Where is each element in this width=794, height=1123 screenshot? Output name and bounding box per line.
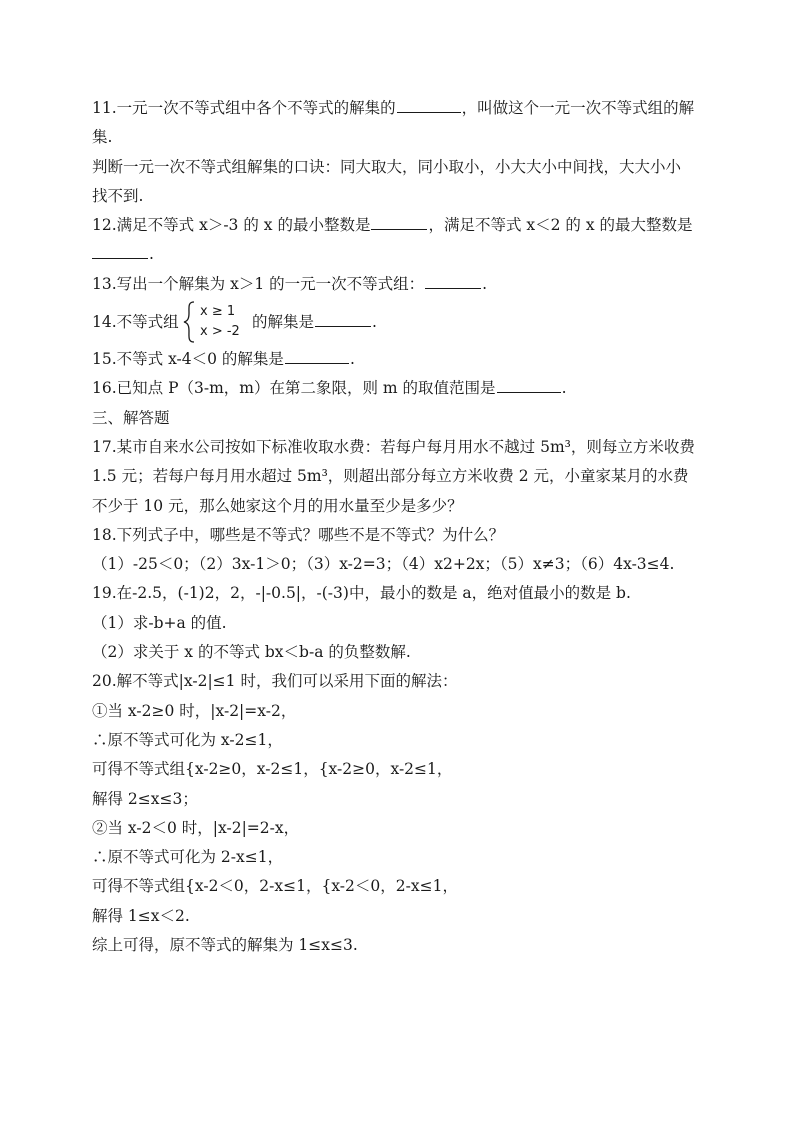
- question-14-text-cont: [252, 299, 377, 345]
- rule-line-1: 判断一元一次不等式组解集的口诀：同大取大，同小取小，小大大小中间找，大大小小: [92, 157, 682, 176]
- question-20-line-8: 可得不等式组{x-2＜0，2-x≤1，{x-2＜0，2-x≤1，: [92, 877, 458, 896]
- question-15-text-end: .: [349, 350, 355, 369]
- question-11-line-2: [92, 123, 702, 152]
- section-heading: 三、解答题: [92, 408, 170, 427]
- system-row-2: x > -2: [200, 324, 240, 340]
- question-12-text-end: .: [149, 245, 154, 264]
- question-11-text-cont: ，叫做这个一元一次不等式组的解: [461, 99, 695, 117]
- question-19-line-2: （1）求-b+a 的值.: [92, 613, 227, 632]
- question-19-line-1: 19.在-2.5，(-1)2，2，-|-0.5|，-(-3)中，最小的数是 a，绝对值最小的数是 b.: [92, 584, 631, 603]
- question-20-line-7: ∴原不等式可化为 2-x≤1，: [92, 848, 284, 867]
- question-19-line-3: （2）求关于 x 的不等式 bx＜b-a 的负整数解.: [92, 643, 411, 662]
- question-16-text: 16.已知点 P（3-m，m）在第二象限，则 m 的取值范围是: [92, 379, 496, 398]
- inequality-system: [200, 302, 240, 342]
- answer-blank[interactable]: [371, 214, 427, 230]
- question-14-text-post: 的解集是: [252, 313, 315, 332]
- question-13-text-end: .: [482, 274, 488, 293]
- question-14-text: 14.不等式组: [92, 313, 179, 332]
- question-16-text-end: .: [561, 379, 567, 398]
- question-12-text-cont: ，满足不等式 x＜2 的 x 的最大整数是: [428, 216, 693, 235]
- question-20-line-1: 20.解不等式|x-2|≤1 时，我们可以采用下面的解法：: [92, 672, 458, 691]
- question-20-line-4: 可得不等式组{x-2≥0，x-2≤1，{x-2≥0，x-2≤1，: [92, 760, 453, 779]
- rule-line-2: 找不到.: [92, 186, 144, 205]
- answer-blank[interactable]: [285, 348, 349, 364]
- question-13-line: [92, 270, 702, 299]
- question-16-line: [92, 374, 702, 403]
- question-12-text: 12.满足不等式 x＞-3 的 x 的最小整数是: [92, 216, 371, 235]
- left-brace-icon: [182, 301, 196, 343]
- question-17-line-2: 1.5 元；若每户每月用水超过 5m³，则超出部分每立方米收费 2 元，小童家某月的水费: [92, 467, 689, 486]
- answer-blank[interactable]: [92, 243, 148, 259]
- question-14-line: [92, 299, 702, 345]
- question-20-line-6: ②当 x-2＜0 时，|x-2|=2-x，: [92, 818, 300, 837]
- question-12-line-1: [92, 211, 702, 240]
- answer-blank[interactable]: [397, 97, 461, 113]
- question-17-line-3: 不少于 10 元，那么她家这个月的用水量至少是多少？: [92, 496, 463, 515]
- question-20-line-2: ①当 x-2≥0 时，|x-2|=x-2，: [92, 701, 297, 720]
- question-15-text: 15.不等式 x-4＜0 的解集是: [92, 350, 284, 369]
- question-18-line-1: 18.下列式子中，哪些是不等式？哪些不是不等式？为什么？: [92, 525, 505, 544]
- question-20-line-9: 解得 1≤x＜2.: [92, 906, 190, 925]
- question-12-line-2: [92, 240, 702, 269]
- question-20-line-10: 综上可得，原不等式的解集为 1≤x≤3.: [92, 936, 358, 955]
- question-11-text-end: 集.: [92, 128, 113, 147]
- question-11-line-1: [92, 94, 702, 123]
- answer-blank[interactable]: [497, 377, 561, 393]
- question-20-line-5: 解得 2≤x≤3；: [92, 789, 198, 808]
- question-11-text: 11.一元一次不等式组中各个不等式的解集的: [92, 99, 396, 117]
- question-13-text: 13.写出一个解集为 x＞1 的一元一次不等式组：: [92, 274, 425, 293]
- answer-blank[interactable]: [315, 311, 371, 327]
- question-18-line-2: （1）-25＜0；（2）3x-1＞0；（3）x-2=3；（4）x2+2x；（5）x≠3；（6）4x-3≤4.: [92, 555, 675, 574]
- answer-blank[interactable]: [425, 273, 481, 289]
- document-page: [92, 94, 702, 960]
- question-15-line: [92, 345, 702, 374]
- system-row-1: x ≥ 1: [200, 304, 236, 320]
- question-20-line-3: ∴原不等式可化为 x-2≤1，: [92, 730, 283, 749]
- question-17-line-1: 17.某市自来水公司按如下标准收取水费：若每户每月用水不越过 5m³，则每立方米收费: [92, 437, 695, 456]
- question-14-text-end: .: [372, 313, 377, 332]
